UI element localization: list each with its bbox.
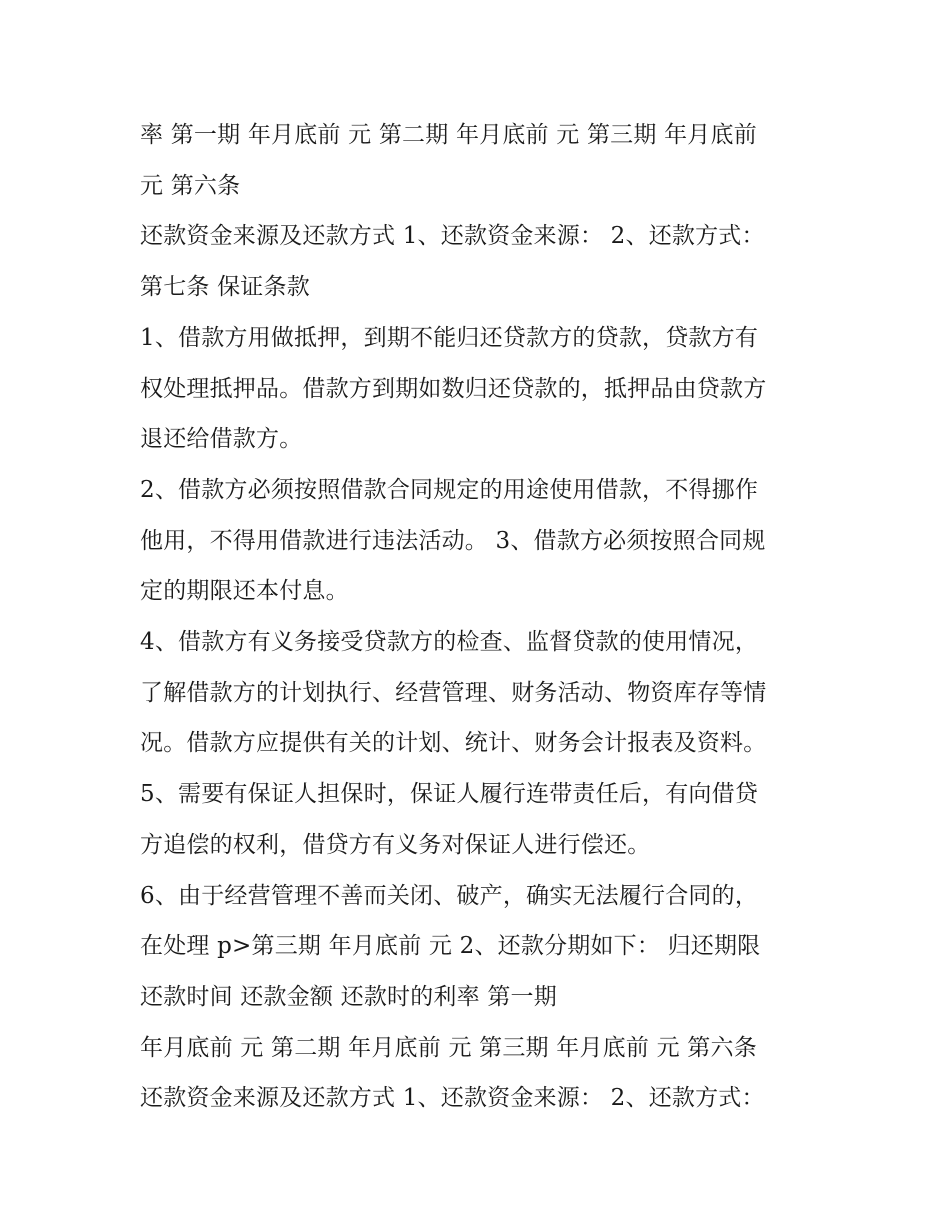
text-line-4: 第七条 保证条款: [140, 274, 310, 301]
document-body: [140, 110, 820, 1124]
text-line-15: 方追偿的权利，借贷方有义务对保证人进行偿还。: [140, 831, 651, 858]
text-line-17: 在处理 p>第三期 年月底前 元 2、还款分期如下： 归还期限: [140, 933, 761, 960]
text-line-10: 定的期限还本付息。: [140, 578, 349, 605]
text-line-8: 2、借款方必须按照借款合同规定的用途使用借款，不得挪作: [140, 476, 759, 503]
text-line-12: 了解借款方的计划执行、经营管理、财务活动、物资库存等情: [140, 679, 767, 706]
text-line-3: 还款资金来源及还款方式 1、还款资金来源： 2、还款方式：: [140, 223, 765, 250]
text-line-14: 5、需要有保证人担保时，保证人履行连带责任后，有向借贷: [140, 781, 759, 808]
text-line-6: 权处理抵押品。借款方到期如数归还贷款的，抵押品由贷款方: [140, 375, 767, 402]
text-line-13: 况。借款方应提供有关的计划、统计、财务会计报表及资料。: [140, 730, 767, 757]
text-line-2: 元 第六条: [140, 172, 241, 199]
text-line-20: 还款资金来源及还款方式 1、还款资金来源： 2、还款方式：: [140, 1085, 765, 1112]
text-line-1: 率 第一期 年月底前 元 第二期 年月底前 元 第三期 年月底前: [140, 122, 757, 148]
text-line-16: 6、由于经营管理不善而关闭、破产，确实无法履行合同的，: [140, 882, 759, 909]
text-line-19: 年月底前 元 第二期 年月底前 元 第三期 年月底前 元 第六条: [140, 1034, 757, 1061]
text-line-9: 他用，不得用借款进行违法活动。 3、借款方必须按照合同规: [140, 527, 766, 554]
text-line-5: 1、借款方用做抵押，到期不能归还贷款方的贷款，贷款方有: [140, 324, 759, 351]
text-line-18: 还款时间 还款金额 还款时的利率 第一期: [140, 983, 557, 1010]
text-line-7: 退还给借款方。: [140, 426, 303, 453]
text-line-11: 4、借款方有义务接受贷款方的检查、监督贷款的使用情况，: [140, 629, 759, 656]
